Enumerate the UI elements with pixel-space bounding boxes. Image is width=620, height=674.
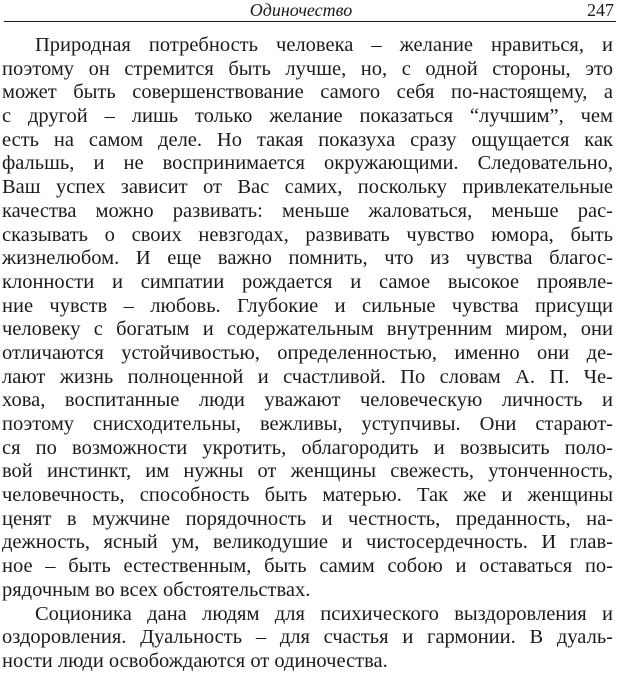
text-line: сказывать о своих невзгодах, развивать чувство юмора, быть — [2, 223, 613, 246]
page-number: 247 — [587, 0, 614, 20]
text-line: лают жизнь полноценной и счастливой. По словам А. П. Че- — [2, 365, 613, 388]
text-line: ние чувств – любовь. Глубокие и сильные чувства присущи — [2, 294, 613, 317]
text-line: рядочным во всех обстоятельствах. — [2, 578, 311, 601]
text-line: фальшь, и не воспринимается окружающими. Следовательно, — [2, 152, 613, 175]
text-line: качества можно развивать: меньше жаловаться, меньше рас- — [2, 199, 613, 222]
page-header — [0, 0, 620, 22]
text-line: есть на самом деле. Но такая показуха сразу ощущается как — [2, 128, 613, 151]
text-line: Соционика дана людям для психического выздоровления и — [35, 602, 613, 625]
running-title: Одиночество — [249, 0, 353, 20]
text-line: может быть совершенствование самого себя по-настоящему, а — [2, 81, 613, 104]
header-divider — [4, 21, 616, 22]
text-line: вой инстинкт, им нужны от женщины свежесть, утонченность, — [2, 460, 613, 483]
text-line: человеку с богатым и содержательным внутренним миром, они — [2, 318, 613, 341]
text-line: ности люди освобождаются от одиночества. — [2, 649, 388, 672]
text-line: ное – быть естественным, быть самим собою и оставаться по- — [2, 555, 613, 578]
text-line: поэтому снисходительны, вежливы, уступчивы. Они старают- — [2, 413, 613, 435]
body-text — [2, 34, 613, 674]
text-line: оздоровления. Дуальность – для счастья и гармонии. В дуаль- — [2, 626, 613, 649]
text-line: отличаются устойчивостью, определенностью, именно они де- — [2, 341, 613, 364]
text-line: ценят в мужчине порядочность и честность, преданность, на- — [2, 507, 613, 530]
text-line: Природная потребность человека – желание нравиться, и — [35, 34, 613, 56]
text-line: поэтому он стремится быть лучше, но, с одной стороны, это — [2, 57, 613, 80]
text-line: Ваш успех зависит от Вас самих, поскольку привлекательные — [2, 176, 613, 199]
text-line: хова, воспитанные люди уважают человеческую личность и — [2, 389, 613, 412]
text-line: дежность, ясный ум, великодушие и чистосердечность. И глав- — [2, 531, 613, 554]
text-line: клонности и симпатии рождается и самое высокое проявле- — [2, 270, 613, 293]
paragraph-1 — [2, 34, 613, 603]
text-line: человечность, способность быть матерью. Так же и женщины — [2, 484, 613, 507]
text-line: с другой – лишь только желание показаться “лучшим”, чем — [2, 105, 613, 128]
text-line: жизнелюбом. И еще важно помнить, что из чувства благос- — [2, 247, 613, 270]
text-line: ся по возможности укротить, облагородить и возвысить поло- — [2, 436, 613, 459]
